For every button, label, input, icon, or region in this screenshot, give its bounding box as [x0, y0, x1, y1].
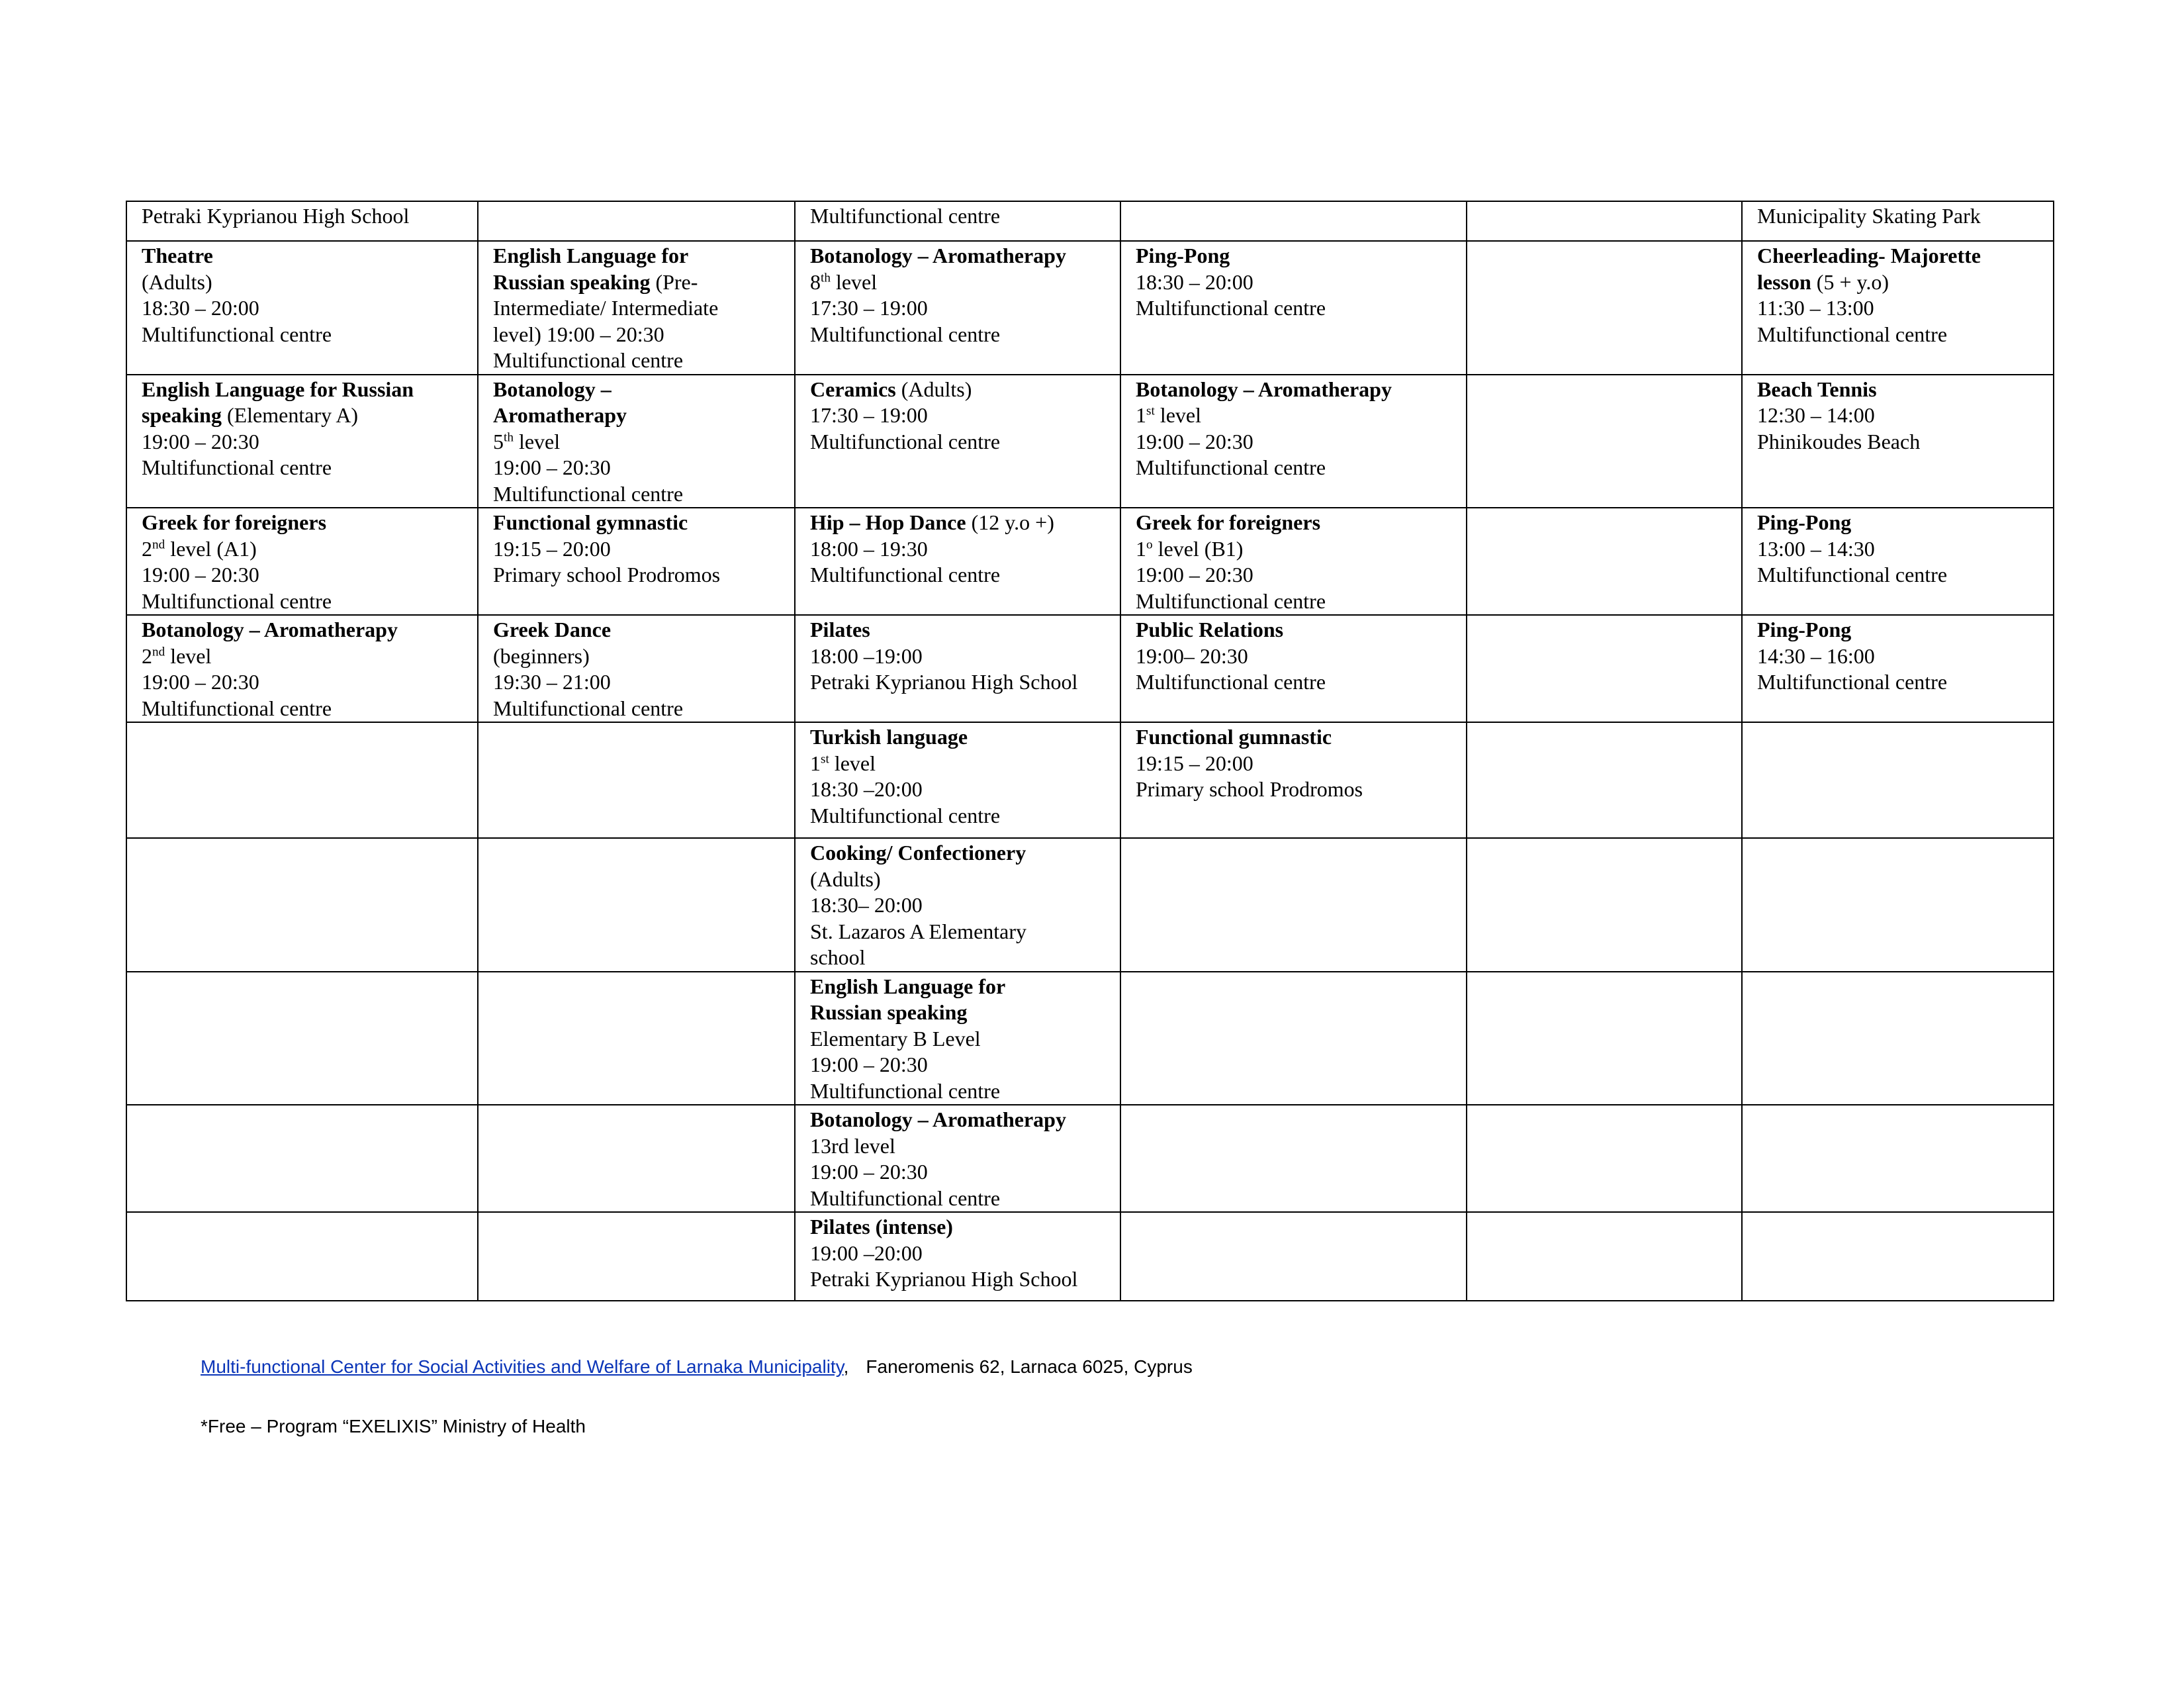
schedule-cell-col3	[795, 615, 1120, 722]
cell-line	[142, 269, 464, 296]
cell-line	[810, 1026, 1107, 1053]
cell-line	[810, 776, 1107, 803]
schedule-cell-col4	[1120, 201, 1467, 241]
cell-line	[493, 696, 781, 722]
cell-text: Multifunctional centre	[810, 1078, 1001, 1103]
cell-text: level (B1)	[1152, 536, 1244, 561]
schedule-cell-col6	[1742, 1212, 2054, 1301]
activity-title: Botanology – Aromatherapy	[810, 1107, 1066, 1131]
cell-line	[810, 402, 1107, 429]
cell-text: 13rd level	[810, 1133, 895, 1158]
schedule-cell-col5	[1467, 615, 1742, 722]
schedule-cell-col3	[795, 722, 1120, 838]
activity-title: Beach Tennis	[1757, 377, 1877, 401]
activity-title: lesson	[1757, 269, 1811, 294]
activity-title: Aromatherapy	[493, 403, 627, 427]
ordinal-suffix: th	[821, 270, 831, 285]
cell-text: Multifunctional centre	[1136, 588, 1326, 613]
table-row	[126, 508, 2054, 615]
cell-line	[810, 1241, 1107, 1267]
cell-line	[142, 588, 464, 615]
cell-text: level	[829, 751, 876, 775]
activity-title: Greek for foreigners	[1136, 510, 1321, 534]
cell-text: 18:00 –19:00	[810, 643, 923, 668]
cell-line	[142, 402, 464, 429]
schedule-cell-col6	[1742, 201, 2054, 241]
cell-line	[493, 617, 781, 643]
cell-line	[1757, 377, 2040, 403]
ordinal-suffix: o	[1146, 537, 1153, 551]
cell-line	[810, 1052, 1107, 1078]
cell-text: Phinikoudes Beach	[1757, 429, 1921, 453]
cell-line	[493, 377, 781, 403]
cell-line	[1136, 243, 1453, 269]
center-address: Faneromenis 62, Larnaca 6025, Cyprus	[866, 1356, 1193, 1377]
cell-line	[142, 322, 464, 348]
cell-line	[1136, 669, 1453, 696]
table-row	[126, 1212, 2054, 1301]
cell-text: Multifunctional centre	[1757, 563, 1948, 586]
cell-line	[493, 669, 781, 696]
schedule-cell-col3	[795, 838, 1120, 972]
table-row	[126, 838, 2054, 972]
cell-line	[810, 643, 1107, 670]
cell-line	[1757, 617, 2040, 643]
cell-text: (12 y.o +)	[966, 510, 1054, 534]
cell-line	[1757, 669, 2040, 696]
cell-text: Petraki Kyprianou High School	[142, 204, 410, 228]
cell-text: Multifunctional centre	[810, 204, 1001, 228]
cell-text: Multifunctional centre	[810, 803, 1001, 827]
cell-text: 19:15 – 20:00	[1136, 751, 1253, 775]
activity-title: Botanology – Aromatherapy	[810, 244, 1066, 267]
table-row	[126, 615, 2054, 722]
cell-text: Multifunctional centre	[493, 696, 684, 720]
cell-text: Primary school Prodromos	[1136, 777, 1363, 801]
activity-title: Botanology –	[493, 377, 612, 401]
schedule-cell-col2	[478, 972, 795, 1105]
cell-text: 19:00 – 20:30	[810, 1053, 928, 1076]
schedule-cell-col6	[1742, 375, 2054, 508]
activity-title: Turkish language	[810, 725, 968, 749]
cell-text: Multifunctional centre	[1136, 670, 1326, 694]
cell-line	[810, 1000, 1107, 1026]
cell-line	[493, 322, 781, 348]
cell-line	[810, 1266, 1107, 1293]
cell-line	[1136, 455, 1453, 481]
cell-line	[810, 1186, 1107, 1212]
schedule-table	[126, 201, 2054, 1301]
cell-text: 19:00– 20:30	[1136, 643, 1248, 668]
schedule-cell-col2	[478, 722, 795, 838]
cell-line	[810, 724, 1107, 751]
cell-text: Multifunctional centre	[142, 455, 332, 479]
table-row	[126, 1105, 2054, 1212]
table-row	[126, 722, 2054, 838]
cell-text: 19:00 – 20:30	[1136, 563, 1253, 586]
cell-line	[1757, 536, 2040, 563]
cell-line	[810, 429, 1107, 455]
cell-line	[1136, 776, 1453, 803]
cell-line	[493, 429, 781, 455]
activity-title: English Language for	[493, 244, 689, 267]
cell-line	[810, 562, 1107, 588]
schedule-cell-col4	[1120, 1105, 1467, 1212]
ordinal-suffix: st	[821, 751, 829, 766]
cell-line	[493, 348, 781, 374]
schedule-cell-col2	[478, 1105, 795, 1212]
cell-line	[810, 803, 1107, 829]
cell-text: 19:00 –20:00	[810, 1241, 923, 1265]
schedule-cell-col2	[478, 241, 795, 375]
cell-text: 1	[810, 751, 821, 775]
activity-title: English Language for Russian	[142, 377, 414, 401]
cell-line	[810, 974, 1107, 1000]
schedule-cell-col1	[126, 508, 478, 615]
activity-title: Cooking/ Confectionery	[810, 841, 1026, 865]
activity-title: Ping-Pong	[1757, 510, 1852, 534]
schedule-cell-col1	[126, 838, 478, 972]
cell-text: (5 + y.o)	[1811, 269, 1889, 294]
cell-text: Multifunctional centre	[810, 429, 1001, 453]
schedule-cell-col1	[126, 722, 478, 838]
cell-line	[810, 1159, 1107, 1186]
activity-title: English Language for	[810, 974, 1006, 998]
cell-line	[810, 1214, 1107, 1241]
schedule-cell-col5	[1467, 722, 1742, 838]
cell-text: 19:00 – 20:30	[810, 1160, 928, 1184]
cell-text: (Adults)	[142, 269, 212, 294]
activity-title: Functional gymnastic	[493, 510, 688, 534]
schedule-cell-col3	[795, 201, 1120, 241]
cell-text: 2	[142, 643, 152, 668]
cell-text: 19:00 – 20:30	[142, 670, 259, 694]
schedule-cell-col3	[795, 972, 1120, 1105]
cell-text: Multifunctional centre	[1757, 670, 1948, 694]
schedule-cell-col5	[1467, 1212, 1742, 1301]
cell-line	[1136, 510, 1453, 536]
footer-separator: ,	[843, 1356, 849, 1377]
activity-title: Pilates (intense)	[810, 1215, 953, 1239]
cell-text: 2	[142, 536, 152, 561]
activity-title: Botanology – Aromatherapy	[1136, 377, 1392, 401]
schedule-cell-col2	[478, 201, 795, 241]
table-row	[126, 375, 2054, 508]
ordinal-suffix: th	[504, 430, 514, 444]
cell-line	[1136, 269, 1453, 296]
cell-line	[142, 510, 464, 536]
activity-title: Theatre	[142, 244, 213, 267]
cell-line	[1136, 295, 1453, 322]
cell-text: Petraki Kyprianou High School	[810, 670, 1078, 694]
cell-line	[1136, 588, 1453, 615]
cell-line	[1757, 322, 2040, 348]
footer-address-line	[201, 1356, 1193, 1378]
activity-title: Ceramics	[810, 377, 896, 401]
cell-text: 19:00 – 20:30	[493, 455, 611, 479]
center-link[interactable]: Multi-functional Center for Social Activities and Welfare of Larnaka Municipality	[201, 1356, 844, 1377]
cell-line	[810, 510, 1107, 536]
cell-text: Primary school Prodromos	[493, 563, 721, 586]
cell-line	[810, 1107, 1107, 1133]
cell-line	[142, 243, 464, 269]
schedule-cell-col5	[1467, 375, 1742, 508]
schedule-cell-col2	[478, 375, 795, 508]
cell-line	[810, 243, 1107, 269]
cell-text: Multifunctional centre	[1757, 322, 1948, 346]
schedule-cell-col4	[1120, 1212, 1467, 1301]
cell-line	[142, 643, 464, 670]
cell-line	[493, 243, 781, 269]
cell-line	[1757, 429, 2040, 455]
schedule-cell-col5	[1467, 1105, 1742, 1212]
activity-title: Hip – Hop Dance	[810, 510, 966, 534]
schedule-cell-col3	[795, 1212, 1120, 1301]
cell-line	[142, 536, 464, 563]
cell-text: Multifunctional centre	[493, 348, 684, 372]
schedule-cell-col5	[1467, 838, 1742, 972]
cell-line	[142, 377, 464, 403]
cell-line	[493, 269, 781, 296]
cell-line	[142, 617, 464, 643]
cell-text: 18:30 –20:00	[810, 777, 923, 801]
cell-line	[810, 892, 1107, 919]
cell-line	[1757, 402, 2040, 429]
schedule-cell-col6	[1742, 508, 2054, 615]
cell-text: 8	[810, 269, 821, 294]
schedule-cell-col6	[1742, 615, 2054, 722]
schedule-cell-col4	[1120, 972, 1467, 1105]
cell-line	[1757, 510, 2040, 536]
cell-text: level	[165, 643, 212, 668]
activity-title: Public Relations	[1136, 618, 1284, 641]
cell-text: (Pre-	[650, 269, 698, 294]
activity-title: Russian speaking	[810, 1000, 968, 1024]
cell-text: level	[830, 269, 878, 294]
cell-text: level	[513, 429, 561, 453]
activity-title: Ping-Pong	[1136, 244, 1230, 267]
cell-text: level (A1)	[165, 536, 257, 561]
schedule-cell-col1	[126, 972, 478, 1105]
table-row	[126, 201, 2054, 241]
cell-line	[493, 481, 781, 508]
activity-title: Cheerleading- Majorette	[1757, 244, 1981, 267]
schedule-cell-col4	[1120, 375, 1467, 508]
schedule-cell-col4	[1120, 508, 1467, 615]
cell-line	[493, 455, 781, 481]
ordinal-suffix: st	[1146, 404, 1155, 418]
schedule-cell-col4	[1120, 615, 1467, 722]
cell-line	[142, 295, 464, 322]
cell-line	[493, 510, 781, 536]
activity-title: Functional gumnastic	[1136, 725, 1332, 749]
schedule-cell-col4	[1120, 838, 1467, 972]
cell-line	[1136, 429, 1453, 455]
cell-text: Multifunctional centre	[810, 1186, 1001, 1210]
cell-line	[1136, 562, 1453, 588]
ordinal-suffix: nd	[152, 644, 165, 659]
cell-text: 17:30 – 19:00	[810, 403, 928, 427]
cell-line	[142, 429, 464, 455]
cell-text: 19:00 – 20:30	[142, 429, 259, 453]
cell-line	[810, 617, 1107, 643]
cell-text: 18:30– 20:00	[810, 893, 923, 917]
cell-line	[810, 1133, 1107, 1160]
schedule-cell-col2	[478, 615, 795, 722]
cell-line	[142, 696, 464, 722]
schedule-cell-col5	[1467, 972, 1742, 1105]
cell-text: (Elementary A)	[221, 403, 359, 427]
cell-text: (Adults)	[895, 377, 972, 401]
cell-line	[1136, 402, 1453, 429]
schedule-cell-col1	[126, 615, 478, 722]
cell-line	[1136, 377, 1453, 403]
schedule-cell-col6	[1742, 972, 2054, 1105]
cell-text: Multifunctional centre	[810, 322, 1001, 346]
cell-text: Municipality Skating Park	[1757, 204, 1981, 228]
cell-line	[1136, 751, 1453, 777]
cell-line	[1136, 724, 1453, 751]
cell-line	[810, 1078, 1107, 1105]
schedule-cell-col1	[126, 375, 478, 508]
cell-text: Intermediate/ Intermediate	[493, 296, 719, 320]
cell-text: 12:30 – 14:00	[1757, 403, 1875, 427]
cell-line	[493, 562, 781, 588]
cell-line	[810, 295, 1107, 322]
schedule-cell-col5	[1467, 201, 1742, 241]
footer-note: *Free – Program “EXELIXIS” Ministry of Health	[201, 1416, 586, 1436]
cell-text: (Adults)	[810, 867, 881, 891]
schedule-cell-col6	[1742, 838, 2054, 972]
cell-text: 1	[1136, 536, 1146, 561]
cell-text: St. Lazaros A Elementary	[810, 919, 1027, 943]
cell-text: 18:30 – 20:00	[142, 296, 259, 320]
schedule-cell-col3	[795, 241, 1120, 375]
schedule-cell-col1	[126, 241, 478, 375]
cell-text: Multifunctional centre	[810, 563, 1001, 586]
table-row	[126, 972, 2054, 1105]
cell-line	[1136, 536, 1453, 563]
cell-line	[810, 322, 1107, 348]
schedule-cell-col5	[1467, 508, 1742, 615]
schedule-cell-col2	[478, 1212, 795, 1301]
cell-line	[1757, 269, 2040, 296]
ordinal-suffix: nd	[152, 537, 165, 551]
cell-text: 19:00 – 20:30	[142, 563, 259, 586]
activity-title: Russian speaking	[493, 269, 651, 294]
cell-line	[1757, 243, 2040, 269]
cell-line	[810, 919, 1107, 945]
cell-text: 5	[493, 429, 504, 453]
cell-line	[1757, 562, 2040, 588]
schedule-cell-col2	[478, 508, 795, 615]
schedule-cell-col1	[126, 1105, 478, 1212]
activity-title: Greek Dance	[493, 618, 612, 641]
cell-text: school	[810, 945, 866, 969]
cell-line	[142, 669, 464, 696]
cell-line	[810, 867, 1107, 893]
cell-line	[810, 840, 1107, 867]
schedule-cell-col1	[126, 201, 478, 241]
schedule-cell-col6	[1742, 722, 2054, 838]
cell-line	[493, 295, 781, 322]
cell-line	[1136, 617, 1453, 643]
schedule-cell-col3	[795, 375, 1120, 508]
cell-line	[493, 643, 781, 670]
cell-line	[810, 377, 1107, 403]
cell-text: 1	[1136, 403, 1146, 427]
cell-text: 11:30 – 13:00	[1757, 296, 1874, 320]
schedule-cell-col3	[795, 508, 1120, 615]
cell-text: 19:30 – 21:00	[493, 670, 611, 694]
cell-text: Petraki Kyprianou High School	[810, 1267, 1078, 1291]
cell-line	[1757, 295, 2040, 322]
cell-line	[810, 269, 1107, 296]
schedule-cell-col2	[478, 838, 795, 972]
cell-text: Multifunctional centre	[1136, 455, 1326, 479]
cell-text: 13:00 – 14:30	[1757, 536, 1875, 561]
cell-text: Multifunctional centre	[142, 696, 332, 720]
cell-line	[1136, 643, 1453, 670]
table-row	[126, 241, 2054, 375]
cell-text: Elementary B Level	[810, 1026, 981, 1051]
activity-title: Botanology – Aromatherapy	[142, 618, 398, 641]
cell-line	[1757, 203, 2040, 230]
schedule-cell-col4	[1120, 722, 1467, 838]
cell-text: 14:30 – 16:00	[1757, 643, 1875, 668]
cell-line	[493, 536, 781, 563]
cell-line	[810, 945, 1107, 971]
schedule-cell-col5	[1467, 241, 1742, 375]
cell-text: (beginners)	[493, 643, 590, 668]
cell-line	[810, 751, 1107, 777]
cell-text: 19:15 – 20:00	[493, 536, 611, 561]
activity-title: Pilates	[810, 618, 870, 641]
cell-text: 17:30 – 19:00	[810, 296, 928, 320]
schedule-cell-col3	[795, 1105, 1120, 1212]
cell-line	[810, 669, 1107, 696]
cell-line	[142, 203, 464, 230]
cell-line	[810, 536, 1107, 563]
cell-text: Multifunctional centre	[142, 322, 332, 346]
activity-title: Ping-Pong	[1757, 618, 1852, 641]
schedule-cell-col6	[1742, 241, 2054, 375]
schedule-cell-col4	[1120, 241, 1467, 375]
schedule-cell-col1	[126, 1212, 478, 1301]
schedule-cell-col6	[1742, 1105, 2054, 1212]
cell-text: 19:00 – 20:30	[1136, 429, 1253, 453]
cell-text: level) 19:00 – 20:30	[493, 322, 664, 346]
cell-text: Multifunctional centre	[493, 481, 684, 506]
cell-text: 18:30 – 20:00	[1136, 269, 1253, 294]
cell-text: 18:00 – 19:30	[810, 536, 928, 561]
cell-line	[810, 203, 1107, 230]
cell-line	[1757, 643, 2040, 670]
activity-title: Greek for foreigners	[142, 510, 327, 534]
cell-line	[142, 455, 464, 481]
cell-text: Multifunctional centre	[142, 588, 332, 613]
activity-title: speaking	[142, 403, 222, 427]
cell-line	[493, 402, 781, 429]
cell-text: Multifunctional centre	[1136, 296, 1326, 320]
cell-text: level	[1154, 403, 1201, 427]
cell-line	[142, 562, 464, 588]
